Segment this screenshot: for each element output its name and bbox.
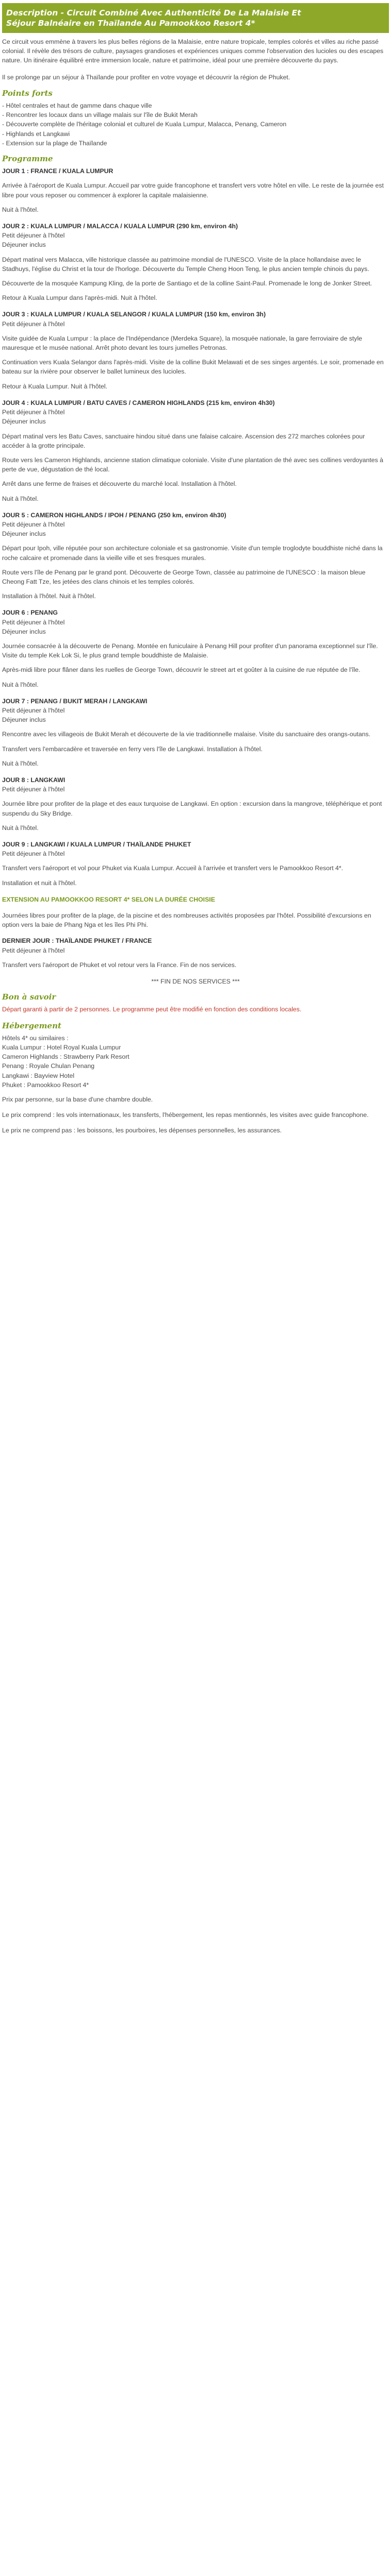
- day-paragraph: Après-midi libre pour flâner dans les ruelles de George Town, découvrir le street art et goûter à la cuisine de rue réputée de l'île.: [2, 666, 361, 674]
- day-meta: Petit déjeuner à l'hôtel: [2, 850, 65, 858]
- day-paragraph: Continuation vers Kuala Selangor dans l'après-midi. Visite de la colline Bukit Melawati et de ses singes argentés. Le soir, promenade en bateau sur la rivière pour observer le ballet lumineux des lucioles.: [2, 359, 384, 376]
- day-meta: Déjeuner inclus: [2, 628, 46, 635]
- day-paragraph: Route vers les Cameron Highlands, ancienne station climatique coloniale. Visite d'une plantation de thé avec ses collines verdoyantes à perte de vue, dégustation de thé local.: [2, 456, 384, 473]
- day-meta: Déjeuner inclus: [2, 241, 46, 249]
- day-meta: Petit déjeuner à l'hôtel: [2, 520, 65, 528]
- day-meta: Petit déjeuner à l'hôtel: [2, 786, 65, 793]
- day-title: JOUR 9 : LANGKAWI / KUALA LUMPUR / THAÏLANDE PHUKET: [2, 841, 191, 848]
- day-block: [2, 608, 389, 689]
- bon-a-savoir-title: Bon à savoir: [2, 992, 56, 1002]
- day-meta: Petit déjeuner à l'hôtel: [2, 320, 65, 328]
- hebergement-title: Hébergement: [2, 1021, 61, 1030]
- day-meta: Déjeuner inclus: [2, 530, 46, 538]
- day-block: [2, 166, 389, 214]
- day-title: JOUR 7 : PENANG / BUKIT MERAH / LANGKAWI: [2, 697, 148, 705]
- day-paragraph: Départ matinal vers les Batu Caves, sanctuaire hindou situé dans une falaise calcaire. Ascension des 272 marches colorées pour accéder à la grotte principale.: [2, 432, 365, 449]
- intro-text-2: Il se prolonge par un séjour à Thaïlande pour profiter en votre voyage et découvrir la région de Phuket.: [2, 73, 290, 81]
- day-paragraph: Nuit à l'hôtel.: [2, 824, 39, 832]
- day-title: JOUR 1 : FRANCE / KUALA LUMPUR: [2, 167, 113, 175]
- title-line-1: Description - Circuit Combiné Avec Authenticité De La Malaisie Et: [6, 8, 301, 18]
- day-paragraph: Installation à l'hôtel. Nuit à l'hôtel.: [2, 592, 96, 600]
- day-paragraph: Arrêt dans une ferme de fraises et découverte du marché local. Installation à l'hôtel.: [2, 480, 237, 488]
- list-item: Langkawi : Bayview Hotel: [2, 1072, 75, 1079]
- list-item: Cameron Highlands : Strawberry Park Resort: [2, 1053, 129, 1061]
- conditions: [2, 1095, 389, 1136]
- point-item: - Highlands et Langkawi: [2, 130, 70, 138]
- point-item: - Découverte complète de l'héritage colonial et culturel de Kuala Lumpur, Malacca, Penang, Cameron: [2, 121, 287, 128]
- point-item: - Rencontrer les locaux dans un village malais sur l'île de Bukit Merah: [2, 111, 198, 119]
- condition-item: Le prix ne comprend pas : les boissons, les pourboires, les dépenses personnelles, les assurances.: [2, 1127, 282, 1134]
- day-paragraph: Arrivée à l'aéroport de Kuala Lumpur. Accueil par votre guide francophone et transfert vers votre hôtel en ville. Le reste de la journée est libre pour vous reposer ou commencer à explorer la capitale malaisienne.: [2, 182, 384, 199]
- day-title: JOUR 4 : KUALA LUMPUR / BATU CAVES / CAMERON HIGHLANDS (215 km, environ 4h30): [2, 399, 275, 406]
- return-day: [2, 936, 389, 970]
- day-paragraph: Départ pour Ipoh, ville réputée pour son architecture coloniale et sa gastronomie. Visite d'un temple troglodyte bouddhiste niché dans la roche calcaire et promenade dans la vieille ville et ses fresques murales.: [2, 545, 383, 562]
- condition-item: Prix par personne, sur la base d'une chambre double.: [2, 1096, 153, 1104]
- day-meta: Petit déjeuner à l'hôtel: [2, 618, 65, 626]
- day-paragraph: Retour à Kuala Lumpur dans l'après-midi. Nuit à l'hôtel.: [2, 294, 157, 302]
- day-paragraph: Rencontre avec les villageois de Bukit Merah et découverte de la vie traditionnelle malaise. Visite du sanctuaire des orangs-outans.: [2, 731, 371, 738]
- extension-text: Journées libres pour profiter de la plage, de la piscine et des nombreuses activités proposées par l'hôtel. Possibilité d'excursions en option vers la baie de Phang Nga et les îles Phi Phi.: [2, 912, 371, 929]
- day-paragraph: Transfert vers l'aéroport et vol pour Phuket via Kuala Lumpur. Accueil à l'arrivée et transfert vers le Pamookkoo Resort 4*.: [2, 865, 344, 872]
- return-day-text: Transfert vers l'aéroport de Phuket et vol retour vers la France. Fin de nos services.: [2, 961, 237, 969]
- day-block: [2, 222, 389, 302]
- point-item: - Extension sur la plage de Thaïlande: [2, 139, 107, 147]
- day-paragraph: Nuit à l'hôtel.: [2, 206, 39, 213]
- day-paragraph: Journée libre pour profiter de la plage et des eaux turquoise de Langkawi. En option : excursion dans la mangrove, téléphérique et pont suspendu du Sky Bridge.: [2, 800, 382, 817]
- day-paragraph: Journée consacrée à la découverte de Penang. Montée en funiculaire à Penang Hill pour profiter d'un panorama exceptionnel sur l'île. Visite du temple Kek Lok Si, le plus grand temple bouddhiste de Malaisie.: [2, 642, 378, 659]
- title-line-2: Séjour Balnéaire en Thaïlande Au Pamookkoo Resort 4*: [6, 19, 255, 28]
- list-item: Kuala Lumpur : Hotel Royal Kuala Lumpur: [2, 1044, 121, 1052]
- extension-title: EXTENSION AU PAMOOKKOO RESORT 4* SELON LA DURÉE CHOISIE: [2, 895, 215, 903]
- days-list: [2, 166, 389, 888]
- day-block: [2, 840, 389, 888]
- points-title: Points forts: [2, 88, 53, 98]
- day-paragraph: Installation et nuit à l'hôtel.: [2, 879, 77, 887]
- day-block: [2, 775, 389, 833]
- day-meta: Déjeuner inclus: [2, 418, 46, 426]
- day-paragraph: Nuit à l'hôtel.: [2, 495, 39, 502]
- day-paragraph: Découverte de la mosquée Kampung Kling, de la porte de Santiago et de la colline Saint-Paul. Promenade le long de Jonker Street.: [2, 280, 372, 287]
- hebergement-list: [2, 1033, 389, 1090]
- programme-title: Programme: [2, 154, 53, 164]
- points-list: [2, 101, 389, 148]
- list-item: Penang : Royale Chulan Penang: [2, 1062, 95, 1070]
- day-paragraph: Route vers l'île de Penang par le grand pont. Découverte de George Town, classée au patrimoine de l'UNESCO : la maison bleue Cheong Fatt Tze, les jetées des clans chinois et les temples colorés.: [2, 568, 366, 585]
- return-day-title: DERNIER JOUR : THAÏLANDE PHUKET / FRANCE: [2, 937, 152, 945]
- day-meta: Petit déjeuner à l'hôtel: [2, 232, 65, 240]
- point-item: - Hôtel centrales et haut de gamme dans chaque ville: [2, 102, 152, 110]
- day-title: JOUR 2 : KUALA LUMPUR / MALACCA / KUALA LUMPUR (290 km, environ 4h): [2, 223, 238, 230]
- day-paragraph: Visite guidée de Kuala Lumpur : la place de l'Indépendance (Merdeka Square), la mosquée nationale, la gare ferroviaire de style mauresque et le musée national. Arrêt photo devant les tours jumelles Petronas.: [2, 334, 363, 352]
- day-meta: Petit déjeuner à l'hôtel: [2, 409, 65, 416]
- return-day-meta: Petit déjeuner à l'hôtel: [2, 946, 65, 954]
- day-paragraph: Nuit à l'hôtel.: [2, 759, 39, 767]
- day-meta: Déjeuner inclus: [2, 716, 46, 724]
- page: [0, 0, 391, 1136]
- bon-a-savoir-text: Départ garanti à partir de 2 personnes. Le programme peut être modifié en fonction des conditions locales.: [2, 1006, 302, 1013]
- day-title: JOUR 3 : KUALA LUMPUR / KUALA SELANGOR / KUALA LUMPUR (150 km, environ 3h): [2, 311, 266, 318]
- day-block: [2, 511, 389, 601]
- list-item: Hôtels 4* ou similaires :: [2, 1034, 69, 1042]
- day-paragraph: Retour à Kuala Lumpur. Nuit à l'hôtel.: [2, 382, 107, 390]
- day-meta: Petit déjeuner à l'hôtel: [2, 706, 65, 714]
- day-paragraph: Transfert vers l'embarcadère et traversée en ferry vers l'île de Langkawi. Installation à l'hôtel.: [2, 745, 263, 753]
- day-block: [2, 398, 389, 503]
- end-marker: *** FIN DE NOS SERVICES ***: [151, 978, 240, 986]
- day-title: JOUR 5 : CAMERON HIGHLANDS / IPOH / PENANG (250 km, environ 4h30): [2, 511, 226, 519]
- day-block: [2, 697, 389, 768]
- day-title: JOUR 6 : PENANG: [2, 609, 58, 617]
- page-title: [2, 3, 389, 33]
- condition-item: Le prix comprend : les vols internationaux, les transferts, l'hébergement, les repas mentionnés, les visites avec guide francophone.: [2, 1111, 369, 1119]
- day-paragraph: Nuit à l'hôtel.: [2, 681, 39, 688]
- day-block: [2, 310, 389, 391]
- day-title: JOUR 8 : LANGKAWI: [2, 776, 66, 784]
- list-item: Phuket : Pamookkoo Resort 4*: [2, 1081, 89, 1089]
- day-paragraph: Départ matinal vers Malacca, ville historique classée au patrimoine mondial de l'UNESCO. Visite de la place hollandaise avec le Stadhuys, l'église du Christ et la tour de l'horloge. Découverte du Temple Cheng Hoon Teng, le plus ancien temple chinois du pays.: [2, 256, 369, 273]
- intro-text: Ce circuit vous emmène à travers les plus belles régions de la Malaisie, entre nature tropicale, temples colorés et villes au riche passé colonial. Il révèle des trésors de culture, paysages grandioses et expériences uniques comme l'observation des lucioles ou des escapes nature. Un itinéraire équilibré entre immersion locale, nature et patrimoine, idéal pour une première découverte du pays.: [2, 38, 384, 64]
